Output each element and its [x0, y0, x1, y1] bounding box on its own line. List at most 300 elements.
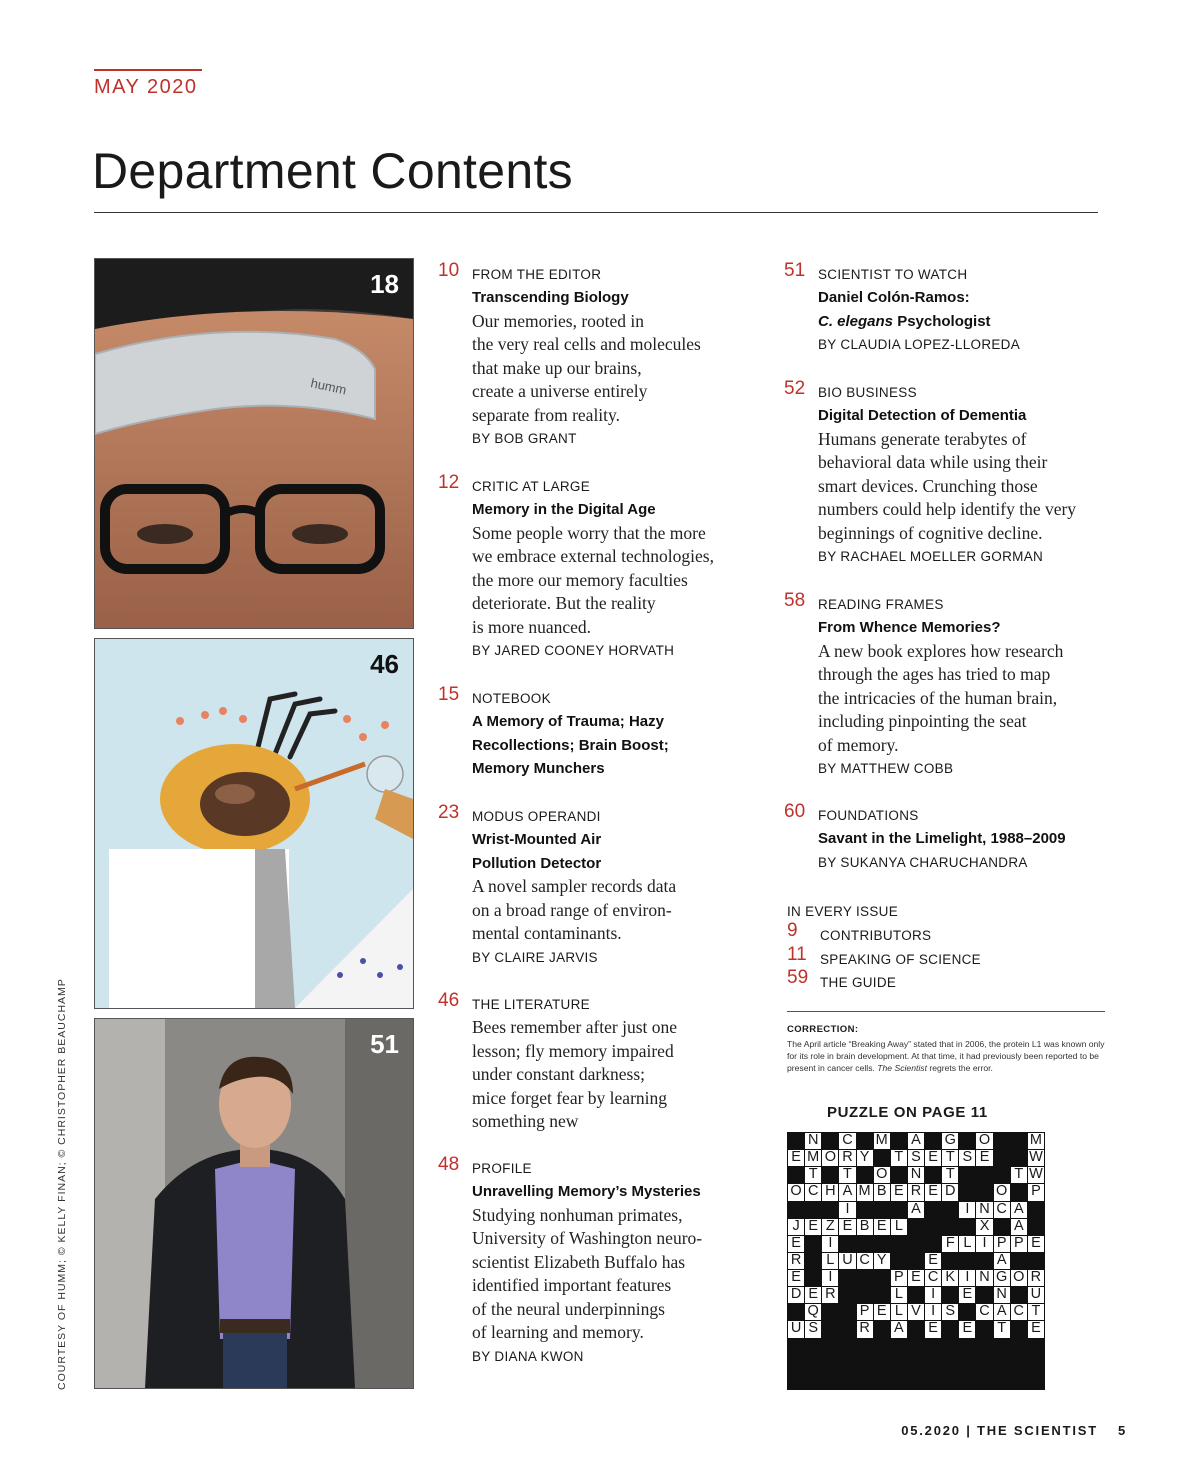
crossword-cell: I: [925, 1287, 941, 1303]
crossword-block: [1011, 1253, 1027, 1269]
crossword-block: [839, 1287, 855, 1303]
crossword-cell: A: [1011, 1219, 1027, 1235]
crossword-cell: C: [976, 1304, 992, 1320]
crossword-block: [805, 1253, 821, 1269]
crossword-cell: E: [925, 1150, 941, 1166]
crossword-cell: C: [1011, 1304, 1027, 1320]
crossword-block: [839, 1236, 855, 1252]
entry-description-line: Our memories, rooted in: [472, 310, 645, 331]
contents-entry[interactable]: [438, 990, 678, 1134]
photo-page-number: 18: [370, 269, 399, 299]
contents-entry[interactable]: [438, 260, 701, 451]
entry-headline: Recollections; Brain Boost;: [472, 736, 669, 754]
crossword-cell: X: [976, 1219, 992, 1235]
entry-byline: BY MATTHEW COBB: [818, 761, 954, 776]
contents-entry[interactable]: [438, 472, 714, 663]
crossword-block: [925, 1356, 941, 1372]
every-issue-item[interactable]: [787, 920, 1107, 948]
every-issue-page-number: 11: [787, 943, 807, 965]
crossword-cell: R: [839, 1150, 855, 1166]
crossword-block: [976, 1356, 992, 1372]
entry-description-line: smart devices. Crunching those: [818, 475, 1038, 496]
crossword-cell: R: [908, 1184, 924, 1200]
page-number: 5: [1117, 1423, 1127, 1438]
crossword-block: [908, 1253, 924, 1269]
entry-headline: From Whence Memories?: [818, 619, 1001, 636]
crossword-cell: A: [994, 1304, 1010, 1320]
entry-description-line: the more our memory faculties: [472, 569, 688, 590]
crossword-block: [1028, 1202, 1044, 1218]
every-issue-page-number: 59: [787, 967, 809, 988]
crossword-block: [839, 1304, 855, 1320]
entry-headline: [818, 310, 1020, 334]
entry-headline-rest: Psychologist: [893, 312, 991, 330]
header-accent-rule: [94, 69, 202, 71]
crossword-block: [1011, 1184, 1027, 1200]
photo-page-number: 51: [370, 1029, 399, 1059]
crossword-cell: N: [976, 1270, 992, 1286]
crossword-block: [874, 1287, 890, 1303]
photo-headband[interactable]: [94, 258, 414, 629]
crossword-cell: F: [942, 1236, 958, 1252]
crossword-block: [805, 1339, 821, 1355]
crossword-cell: R: [1028, 1270, 1044, 1286]
headband-illustration: [95, 259, 413, 628]
crossword-block: [994, 1356, 1010, 1372]
every-issue-item[interactable]: [787, 943, 1107, 972]
crossword-cell: L: [891, 1304, 907, 1320]
crossword-cell: N: [805, 1133, 821, 1149]
crossword-block: [959, 1253, 975, 1269]
entry-page-number: 51: [784, 260, 806, 281]
entry-description-line: mental contaminants.: [472, 923, 622, 943]
crossword-cell: O: [874, 1167, 890, 1183]
crossword-block: [857, 1270, 873, 1286]
crossword-cell: O: [994, 1184, 1010, 1200]
crossword-block: [822, 1356, 838, 1372]
crossword-cell: R: [822, 1287, 838, 1303]
crossword-block: [959, 1184, 975, 1200]
crossword-cell: C: [839, 1133, 855, 1149]
entry-description-line: is more nuanced.: [472, 616, 592, 637]
crossword-block: [788, 1133, 804, 1149]
crossword-block: [925, 1219, 941, 1235]
crossword-block: [959, 1339, 975, 1355]
crossword-cell: W: [1029, 1167, 1043, 1183]
crossword-block: [959, 1356, 975, 1372]
crossword-block: [942, 1339, 958, 1355]
crossword-block: [1011, 1339, 1027, 1355]
crossword-cell: M: [805, 1150, 821, 1166]
entry-headline: Savant in the Limelight, 1988–2009: [818, 830, 1066, 847]
crossword-block: [1028, 1356, 1044, 1372]
crossword-block: [891, 1133, 907, 1149]
crossword-block: [874, 1356, 890, 1372]
crossword-cell: A: [1011, 1202, 1027, 1218]
entry-byline: BY JARED COONEY HORVATH: [472, 643, 675, 658]
contents-entry[interactable]: [438, 1154, 703, 1369]
crossword-cell: E: [1028, 1321, 1044, 1337]
entry-byline: BY DIANA KWON: [472, 1348, 584, 1364]
entry-description-line: mice forget fear by learning: [472, 1087, 668, 1108]
crossword-block: [942, 1219, 958, 1235]
entry-headline: Wrist-Mounted Air: [472, 831, 602, 848]
every-issue-page-number: 9: [787, 920, 798, 941]
crossword-cell: E: [925, 1321, 941, 1337]
issue-date: MAY 2020: [94, 76, 198, 98]
entry-description-line: including pinpointing the seat: [818, 711, 1027, 731]
crossword-cell: S: [908, 1150, 924, 1166]
crossword-block: [891, 1167, 907, 1183]
footer-text: 05.2020 | THE SCIENTIST: [901, 1423, 1098, 1438]
entry-section: PROFILE: [472, 1161, 532, 1176]
entry-section: CRITIC AT LARGE: [472, 479, 591, 494]
crossword-cell: M: [857, 1184, 873, 1200]
entry-description-line: beginnings of cognitive decline.: [818, 522, 1043, 543]
crossword-cell: N: [976, 1202, 992, 1218]
crossword-cell: B: [874, 1184, 890, 1200]
contents-entry[interactable]: [784, 590, 1064, 781]
crossword-cell: A: [908, 1133, 924, 1149]
crossword-block: [959, 1219, 975, 1235]
crossword-cell: C: [925, 1270, 941, 1286]
crossword-cell: E: [891, 1184, 907, 1200]
crossword-block: [925, 1339, 941, 1355]
crossword-cell: T: [839, 1167, 855, 1183]
in-every-issue: [787, 900, 1107, 995]
entry-description-line: of learning and memory.: [472, 1322, 644, 1342]
crossword-cell: O: [1011, 1270, 1027, 1286]
crossword-cell: E: [1028, 1236, 1044, 1252]
crossword-cell: Q: [805, 1304, 821, 1320]
contents-entry[interactable]: [438, 802, 677, 970]
entry-description-line: on a broad range of environ-: [472, 899, 672, 920]
crossword-block: [891, 1339, 907, 1355]
crossword-block: [805, 1356, 821, 1372]
crossword-cell: E: [874, 1219, 890, 1235]
crossword-cell: T: [942, 1167, 958, 1183]
crossword-block: [959, 1133, 975, 1149]
crossword-cell: E: [959, 1287, 975, 1303]
crossword-block: [857, 1133, 873, 1149]
crossword-cell: N: [994, 1287, 1010, 1303]
crossword-cell: I: [976, 1236, 992, 1252]
crossword-block: [822, 1304, 838, 1320]
crossword-cell: E: [788, 1270, 804, 1286]
entry-description-line: under constant darkness;: [472, 1064, 646, 1084]
crossword-block: [994, 1167, 1010, 1183]
entry-section: NOTEBOOK: [472, 691, 551, 706]
crossword-cell: E: [805, 1287, 821, 1303]
crossword-cell: E: [959, 1321, 975, 1337]
contents-entry[interactable]: [784, 260, 1021, 357]
crossword-cell: T: [994, 1321, 1010, 1337]
crossword-block: [857, 1287, 873, 1303]
entry-description-line: of memory.: [818, 734, 899, 755]
crossword-cell: E: [788, 1236, 804, 1252]
entry-page-number: 52: [784, 378, 806, 399]
entry-description-line: something new: [472, 1111, 579, 1131]
crossword-block: [908, 1356, 924, 1372]
crossword-block: [891, 1356, 907, 1372]
in-every-issue-label: IN EVERY ISSUE: [787, 904, 898, 919]
entry-page-number: 10: [438, 260, 460, 281]
crossword-block: [874, 1270, 890, 1286]
crossword-cell: E: [788, 1150, 804, 1166]
crossword-block: [788, 1304, 804, 1320]
entry-description-line: Some people worry that the more: [472, 522, 706, 543]
correction-text-b: regrets the error.: [926, 1063, 993, 1073]
entry-description-line: create a universe entirely: [472, 381, 648, 401]
entry-section: SCIENTIST TO WATCH: [818, 267, 968, 282]
entry-headline: A Memory of Trauma; Hazy: [472, 713, 664, 730]
crossword-cell: T: [942, 1150, 958, 1166]
crossword-block: [942, 1287, 958, 1303]
crossword-block: [874, 1236, 890, 1252]
entry-description-line: behavioral data while using their: [818, 452, 1048, 472]
crossword-cell: S: [942, 1304, 958, 1320]
crossword-block: [925, 1167, 941, 1183]
crossword-block: [839, 1339, 855, 1355]
crossword-cell: E: [839, 1219, 855, 1235]
crossword-cell: E: [925, 1253, 941, 1269]
crossword-cell: L: [891, 1287, 907, 1303]
crossword-cell: I: [925, 1304, 941, 1320]
crossword-block: [959, 1167, 975, 1183]
entry-byline: BY CLAUDIA LOPEZ-LLOREDA: [818, 337, 1021, 352]
crossword-block: [994, 1150, 1010, 1166]
entry-description-line: deteriorate. But the reality: [472, 593, 656, 613]
crossword-block: [1028, 1219, 1044, 1235]
crossword-block: [908, 1236, 924, 1252]
crossword-cell: S: [805, 1321, 821, 1337]
crossword-block: [959, 1304, 975, 1320]
crossword-cell: H: [822, 1184, 838, 1200]
correction-rule: [787, 1011, 1105, 1012]
crossword-cell: P: [1011, 1236, 1027, 1252]
crossword-cell: I: [959, 1270, 975, 1286]
crossword-block: [976, 1167, 992, 1183]
crossword-block: [822, 1202, 838, 1218]
every-issue-title: THE GUIDE: [820, 975, 897, 990]
crossword-block: [805, 1202, 821, 1218]
entry-section: BIO BUSINESS: [818, 385, 917, 400]
crossword-block: [839, 1321, 855, 1337]
correction-heading: CORRECTION:: [787, 1024, 859, 1035]
crossword-block: [908, 1287, 924, 1303]
crossword-block: [805, 1270, 821, 1286]
entry-description-line: Humans generate terabytes of: [818, 428, 1027, 449]
crossword-cell: E: [925, 1184, 941, 1200]
entry-page-number: 46: [438, 990, 460, 1011]
crossword-block: [788, 1356, 804, 1372]
entry-description-line: scientist Elizabeth Buffalo has: [472, 1251, 686, 1272]
entry-page-number: 23: [438, 802, 460, 823]
crossword-block: [976, 1184, 992, 1200]
crossword-block: [857, 1202, 873, 1218]
crossword-block: [822, 1167, 838, 1183]
crossword-cell: O: [976, 1133, 992, 1149]
entry-description-line: through the ages has tried to map: [818, 664, 1051, 684]
crossword-block: [839, 1270, 855, 1286]
crossword-block: [925, 1202, 941, 1218]
crossword-cell: Z: [822, 1219, 838, 1235]
crossword-block: [1011, 1133, 1027, 1149]
entry-headline: Daniel Colón-Ramos:: [818, 289, 970, 306]
svg-text:humm: humm: [309, 375, 348, 398]
crossword-grid[interactable]: [787, 1132, 1045, 1390]
entry-page-number: 60: [784, 801, 806, 822]
crossword-cell: E: [874, 1304, 890, 1320]
entry-description-line: of the neural underpinnings: [472, 1298, 665, 1319]
crossword-block: [908, 1339, 924, 1355]
crossword-cell: V: [908, 1304, 924, 1320]
bee-illustration: [95, 639, 413, 1008]
entry-headline: Digital Detection of Dementia: [818, 407, 1027, 424]
crossword-block: [942, 1321, 958, 1337]
entry-description-line: separate from reality.: [472, 404, 621, 425]
correction-text: [787, 1038, 1107, 1074]
correction-text-italic: The Scientist: [877, 1063, 927, 1073]
crossword-cell: A: [839, 1184, 855, 1200]
crossword-cell: D: [788, 1287, 804, 1303]
crossword-block: [942, 1356, 958, 1372]
crossword-block: [788, 1373, 804, 1389]
page-title: Department Contents: [92, 143, 573, 199]
crossword-block: [857, 1356, 873, 1372]
entry-description-line: A new book explores how research: [818, 640, 1064, 661]
entry-description-line: identified important features: [472, 1275, 672, 1295]
crossword-cell: I: [839, 1202, 855, 1218]
crossword-cell: E: [976, 1150, 992, 1166]
entry-page-number: 15: [438, 684, 460, 705]
crossword-cell: L: [822, 1253, 838, 1269]
entry-byline: BY SUKANYA CHARUCHANDRA: [818, 854, 1028, 870]
crossword-cell: A: [908, 1202, 924, 1218]
contents-entry[interactable]: [784, 378, 1077, 569]
entry-description-line: numbers could help identify the very: [818, 499, 1077, 519]
crossword-cell: U: [788, 1321, 804, 1337]
crossword-cell: I: [822, 1270, 838, 1286]
crossword-cell: C: [857, 1253, 873, 1269]
crossword-block: [1011, 1287, 1027, 1303]
crossword-cell: R: [788, 1253, 804, 1269]
every-issue-item[interactable]: [787, 967, 1107, 995]
entry-section: FROM THE EDITOR: [472, 267, 602, 282]
crossword-block: [874, 1150, 890, 1166]
crossword-cell: P: [994, 1236, 1010, 1252]
crossword-block: [1011, 1321, 1027, 1337]
correction-text-a: The April article “Breaking Away” stated that in 2006, the protein L1 was known only for its role in brain development. At that time, it had previously been reported to be present in cancer cells.: [787, 1039, 1105, 1073]
photo-portrait[interactable]: [94, 1018, 414, 1389]
entry-section: READING FRAMES: [818, 597, 944, 612]
correction-box: [787, 1022, 1107, 1074]
entry-byline: BY CLAIRE JARVIS: [472, 949, 598, 965]
crossword-cell: P: [891, 1270, 907, 1286]
crossword-cell: T: [891, 1150, 907, 1166]
crossword-cell: L: [959, 1236, 975, 1252]
crossword-block: [788, 1202, 804, 1218]
entry-description-line: Studying nonhuman primates,: [472, 1204, 683, 1225]
crossword-cell: T: [805, 1167, 821, 1183]
crossword-block: [874, 1339, 890, 1355]
crossword-block: [976, 1321, 992, 1337]
crossword-cell: T: [1011, 1167, 1027, 1183]
crossword-cell: J: [788, 1219, 804, 1235]
contents-entry[interactable]: [784, 801, 1066, 875]
crossword-cell: N: [908, 1167, 924, 1183]
crossword-cell: K: [942, 1270, 958, 1286]
crossword-block: [1011, 1150, 1027, 1166]
crossword-cell: O: [822, 1150, 838, 1166]
contents-entry[interactable]: [438, 684, 669, 781]
crossword-block: [857, 1236, 873, 1252]
crossword-cell: M: [1028, 1133, 1044, 1149]
crossword-cell: I: [959, 1202, 975, 1218]
crossword-cell: C: [994, 1202, 1010, 1218]
crossword-cell: U: [839, 1253, 855, 1269]
entry-description-line: the intricacies of the human brain,: [818, 687, 1058, 708]
entry-headline-italic: C. elegans: [818, 312, 894, 330]
entry-description-line: the very real cells and molecules: [472, 334, 701, 354]
crossword-block: [839, 1356, 855, 1372]
crossword-cell: O: [788, 1184, 804, 1200]
crossword-block: [1028, 1339, 1044, 1355]
crossword-cell: E: [908, 1270, 924, 1286]
crossword-block: [788, 1339, 804, 1355]
every-issue-title: SPEAKING OF SCIENCE: [820, 951, 981, 967]
crossword-cell: C: [805, 1184, 821, 1200]
crossword-block: [1028, 1253, 1044, 1269]
crossword-cell: S: [959, 1150, 975, 1166]
crossword-cell: A: [891, 1321, 907, 1337]
photo-bee-illustration[interactable]: [94, 638, 414, 1009]
crossword-cell: M: [874, 1133, 890, 1149]
portrait-illustration: [95, 1019, 413, 1388]
crossword-block: [788, 1167, 804, 1183]
entry-section: MODUS OPERANDI: [472, 809, 601, 824]
crossword-block: [874, 1321, 890, 1337]
crossword-block: [976, 1287, 992, 1303]
entry-byline: BY RACHAEL MOELLER GORMAN: [818, 549, 1044, 564]
crossword-cell: I: [822, 1236, 838, 1252]
photo-page-number: 46: [370, 649, 399, 679]
entry-byline: BY BOB GRANT: [472, 431, 577, 446]
crossword-block: [891, 1253, 907, 1269]
entry-description-line: A novel sampler records data: [472, 876, 677, 896]
crossword-block: [942, 1253, 958, 1269]
crossword-block: [891, 1202, 907, 1218]
entry-section: THE LITERATURE: [472, 997, 590, 1012]
crossword-block: [908, 1321, 924, 1337]
entry-page-number: 12: [438, 472, 460, 493]
crossword-block: [976, 1253, 992, 1269]
crossword-cell: G: [942, 1133, 958, 1149]
crossword-block: [822, 1339, 838, 1355]
crossword-block: [976, 1339, 992, 1355]
entry-headline: Memory Munchers: [472, 760, 605, 777]
crossword-block: [1011, 1356, 1027, 1372]
crossword-block: [994, 1219, 1010, 1235]
crossword-cell: B: [857, 1219, 873, 1235]
crossword-block: [874, 1202, 890, 1218]
entry-headline: Memory in the Digital Age: [472, 501, 656, 518]
entry-headline: Unravelling Memory’s Mysteries: [472, 1183, 701, 1200]
entry-page-number: 58: [784, 590, 806, 611]
crossword-cell: Y: [857, 1150, 873, 1166]
crossword-block: [805, 1373, 821, 1389]
entry-section: FOUNDATIONS: [818, 808, 919, 823]
